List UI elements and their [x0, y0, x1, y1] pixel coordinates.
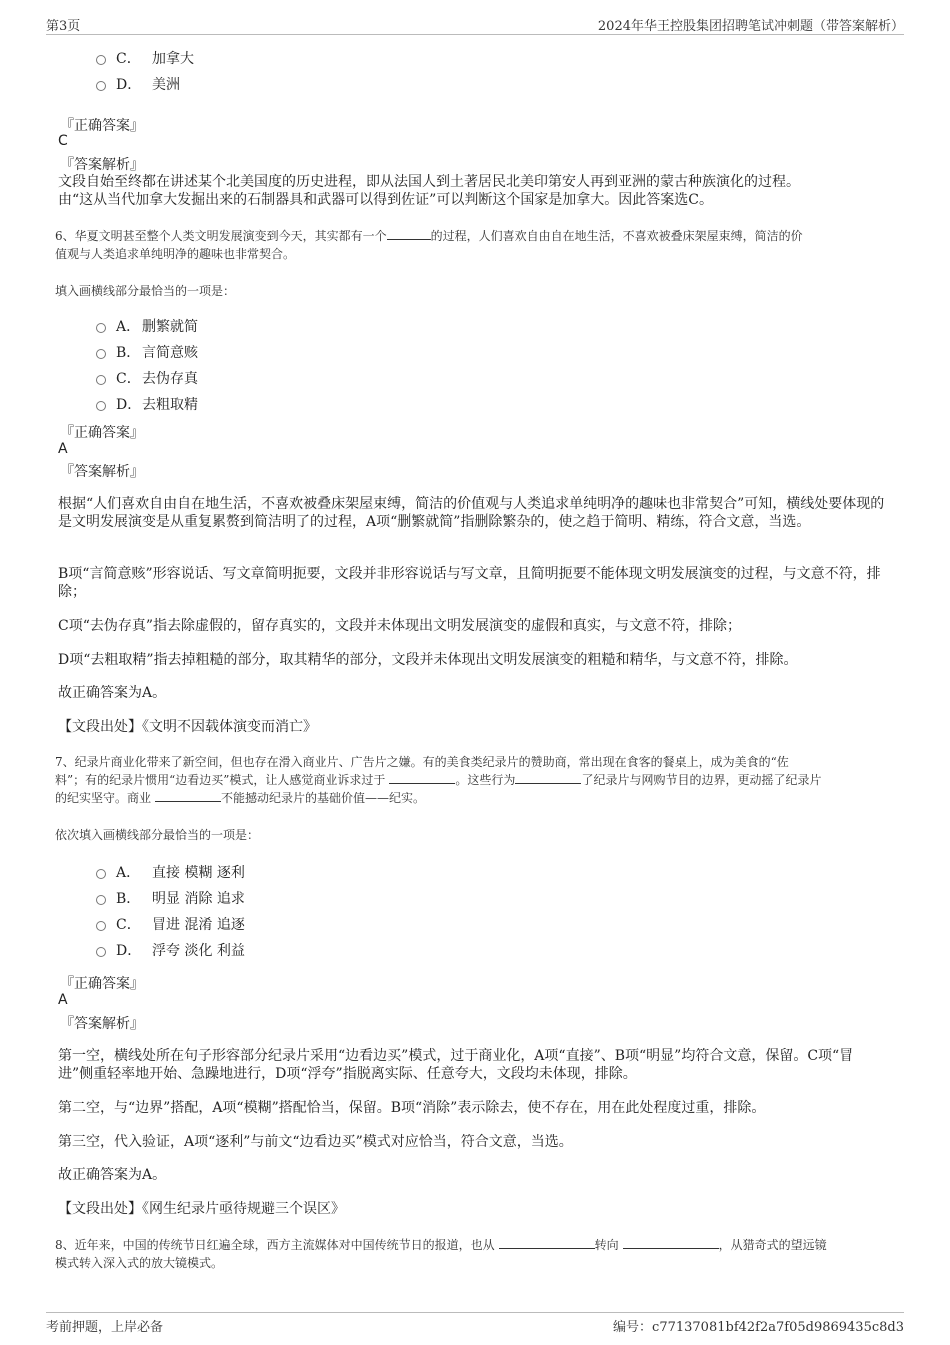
q7-option-a[interactable]: A． 直接 模糊 逐利 — [96, 862, 245, 882]
q7-analysis-p2: 第二空，与“边界”搭配，A项“模糊”搭配恰当，保留。B项“消除”表示除去，使不存在，用在此处程度过重，排除。 — [58, 1100, 766, 1116]
radio-icon[interactable] — [96, 81, 106, 91]
q7-analysis-p3: 第三空，代入验证，A项“逐利”与前文“边看边买”模式对应恰当，符合文意，当选。 — [58, 1134, 573, 1150]
q5-analysis-line-2: 由“这从当代加拿大发掘出来的石制器具和武器可以得到佐证”可以判断这个国家是加拿大。因此答案选C。 — [58, 192, 714, 208]
q6-analysis-p2: B项“言简意赅”形容说话、写文章简明扼要，文段并非形容说话与写文章，且简明扼要不能体现文明发展演变的过程，与文意不符，排除； — [58, 566, 881, 600]
radio-icon[interactable] — [96, 869, 106, 879]
q5-analysis-line-1: 文段自始至终都在讲述某个北美国度的历史进程，即从法国人到土著居民北美印第安人再到亚洲的蒙古种族演化的过程。 — [58, 174, 800, 190]
q6-analysis-p4: D项“去粗取精”指去掉粗糙的部分，取其精华的部分，文段并未体现出文明发展演变的粗糙和精华，与文意不符，排除。 — [58, 652, 798, 668]
q6-prompt: 填入画横线部分最恰当的一项是： — [55, 284, 236, 298]
q7-conclusion: 故正确答案为A。 — [58, 1167, 167, 1183]
radio-icon[interactable] — [96, 921, 106, 931]
fill-blank — [155, 789, 221, 802]
q7-analysis-p1: 第一空，横线处所在句子形容部分纪录片采用“边看边买”模式，过于商业化，A项“直接”、B项“明显”均符合文意，保留。C项“冒进”侧重轻率地开始、急躁地进行，D项“浮夸”指脱离实际、任意夸大，文段均未体现，排除。 — [58, 1048, 854, 1082]
document-id: 编号：c77137081bf42f2a7f05d9869435c8d3 — [613, 1320, 904, 1335]
q7-option-b[interactable]: B． 明显 消除 追求 — [96, 888, 245, 908]
q6-conclusion: 故正确答案为A。 — [58, 685, 167, 701]
q8-stem: 8、近年来，中国的传统节日红遍全球，西方主流媒体对中国传统节日的报道，也从 转向 ，从猎奇式的望远镜 模式转入深入式的放大镜模式。 — [55, 1238, 827, 1270]
q6-analysis-label: 『答案解析』 — [60, 464, 144, 480]
fill-blank — [387, 227, 431, 240]
q7-stem: 7、纪录片商业化带来了新空间，但也存在滑入商业片、广告片之嫌。有的美食类纪录片的赞助商，常出现在食客的餐桌上，成为美食的“佐 料”；有的纪录片惯用“边看边买”模式，让人感觉商业诉求过于 。这些行为 了纪录片与网购节目的边界，更动摇了纪录片 的纪实坚守。商业 不能撼动纪录片的基础价值——纪实。 — [55, 755, 822, 805]
q5-answer: C — [58, 133, 68, 149]
q6-stem: 6、华夏文明甚至整个人类文明发展演变到今天，其实都有一个 的过程，人们喜欢自由自在地生活，不喜欢被叠床架屋束缚，简洁的价 值观与人类追求单纯明净的趣味也非常契合。 — [55, 229, 803, 261]
q6-option-a[interactable]: A． 删繁就简 — [96, 316, 198, 336]
q6-analysis-p3: C项“去伪存真”指去除虚假的，留存真实的，文段并未体现出文明发展演变的虚假和真实，与文意不符，排除； — [58, 618, 742, 634]
q6-answer-label: 『正确答案』 — [60, 425, 144, 441]
radio-icon[interactable] — [96, 947, 106, 957]
q6-option-d[interactable]: D． 去粗取精 — [96, 394, 198, 414]
q5-option-c[interactable]: C． 加拿大 — [96, 48, 194, 68]
q7-prompt: 依次填入画横线部分最恰当的一项是： — [55, 828, 260, 842]
q6-answer: A — [58, 441, 68, 457]
radio-icon[interactable] — [96, 375, 106, 385]
q7-source: 【文段出处】《网生纪录片亟待规避三个误区》 — [58, 1201, 345, 1217]
q5-option-d[interactable]: D． 美洲 — [96, 74, 180, 94]
q7-option-d[interactable]: D． 浮夸 淡化 利益 — [96, 940, 245, 960]
q5-analysis-label: 『答案解析』 — [60, 157, 144, 173]
document-title: 2024年华王控股集团招聘笔试冲刺题（带答案解析） — [597, 19, 904, 34]
q7-analysis-label: 『答案解析』 — [60, 1016, 144, 1032]
q6-option-b[interactable]: B． 言简意赅 — [96, 342, 198, 362]
radio-icon[interactable] — [96, 895, 106, 905]
q5-answer-label: 『正确答案』 — [60, 118, 144, 134]
q7-answer-label: 『正确答案』 — [60, 976, 144, 992]
footer-slogan: 考前押题，上岸必备 — [46, 1320, 164, 1335]
q6-analysis-p1: 根据“人们喜欢自由自在地生活，不喜欢被叠床架屋束缚，简洁的价值观与人类追求单纯明净的趣味也非常契合”可知，横线处要体现的是文明发展演变是从重复累赘到简洁明了的过程，A项“删繁就简”指删除繁杂的，使之趋于简明、精练，符合文意，当选。 — [58, 496, 885, 530]
q6-source: 【文段出处】《文明不因载体演变而消亡》 — [58, 719, 317, 735]
radio-icon[interactable] — [96, 349, 106, 359]
page-header — [46, 14, 904, 35]
fill-blank — [389, 771, 455, 784]
page-number: 第3页 — [46, 19, 81, 34]
page-footer — [46, 1312, 904, 1335]
radio-icon[interactable] — [96, 401, 106, 411]
radio-icon[interactable] — [96, 323, 106, 333]
fill-blank — [623, 1236, 719, 1249]
fill-blank — [515, 771, 581, 784]
fill-blank — [499, 1236, 595, 1249]
q7-answer: A — [58, 992, 68, 1008]
q7-option-c[interactable]: C． 冒进 混淆 追逐 — [96, 914, 245, 934]
q6-option-c[interactable]: C． 去伪存真 — [96, 368, 198, 388]
radio-icon[interactable] — [96, 55, 106, 65]
